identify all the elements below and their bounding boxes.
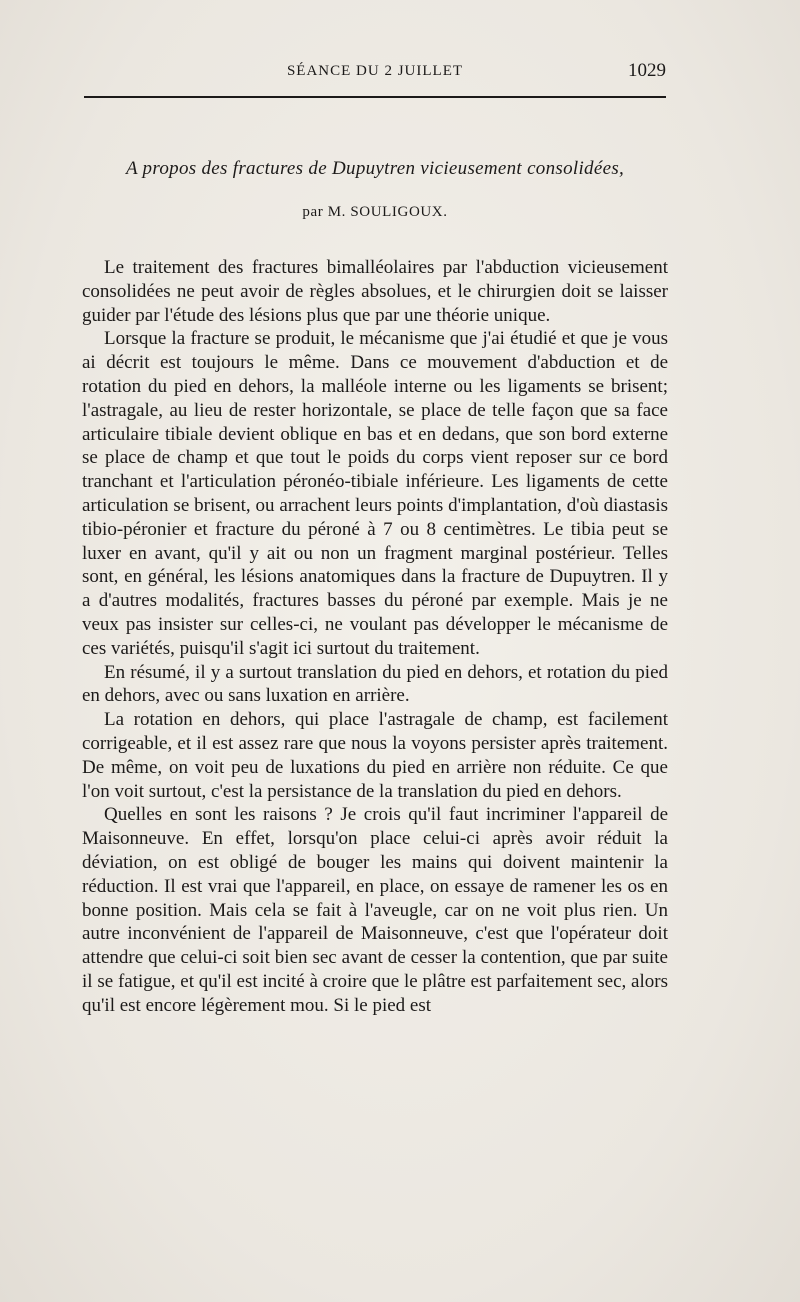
article-title: A propos des fractures de Dupuytren vicieusement consolidées,: [125, 158, 625, 179]
running-title: SÉANCE DU 2 JUILLET: [286, 63, 464, 79]
running-head: [82, 60, 668, 84]
paragraph: En résumé, il y a surtout translation du pied en dehors, et rotation du pied en dehors, avec ou sans luxation en arrière.: [82, 661, 668, 707]
paragraph: Lorsque la fracture se produit, le mécanisme que j'ai étudié et que je vous ai décrit est toujours le même. Dans ce mouvement d'abduction et de rotation du pied en dehors, la malléole interne ou les ligaments se brisent; l'astragale, au lieu de rester horizontale, se place de telle façon que sa face articulaire tibiale devient oblique en bas et en dedans, que son bord externe se place de champ et que tout le poids du corps vient reposer sur ce bord tranchant et l'articulation péronéo-tibiale inférieure. Les ligaments de cette articulation se brisent, ou arrachent leurs points d'implantation, d'où diastasis tibio-péronier et fracture du péroné à 7 ou 8 centimètres. Le tibia peut se luxer en avant, qu'il y ait ou non un fragment marginal postérieur. Telles sont, en général, les lésions anatomiques dans la fracture de Dupuytren. Il y a d'autres modalités, fractures basses du péroné par exemple. Mais je ne veux pas insister sur celles-ci, ne voulant pas développer le mécanisme de ces variétés, puisqu'il s'agit ici surtout du traitement.: [82, 328, 668, 659]
paragraph: La rotation en dehors, qui place l'astragale de champ, est facilement corrigeable, et il est assez rare que nous la voyons persister après traitement. De même, on voit peu de luxations du pied en arrière non réduite. Ce que l'on voit surtout, c'est la persistance de la translation du pied en dehors.: [82, 709, 668, 802]
header-rule: [84, 96, 666, 98]
article-body: [82, 256, 668, 1018]
paragraph: Quelles en sont les raisons ? Je crois qu'il faut incriminer l'appareil de Maisonneuve. En effet, lorsqu'on place celui-ci après avoir réduit la déviation, on est obligé de bouger les mains qui doivent maintenir la réduction. Il est vrai que l'appareil, en place, on essaye de ramener les os en bonne position. Mais cela se fait à l'aveugle, car on ne voit plus rien. Un autre inconvénient de l'appareil de Maisonneuve, c'est que l'opérateur doit attendre que celui-ci soit bien sec avant de cesser la contention, que par suite il se fatigue, et qu'il est incité à croire que le plâtre est parfaitement sec, alors qu'il est encore légèrement mou. Si le pied est: [82, 804, 668, 1016]
paragraph: Le traitement des fractures bimalléolaires par l'abduction vicieusement consolidées ne peut avoir de règles absolues, et le chirurgien doit se laisser guider par l'étude des lésions plus que par une théorie unique.: [82, 257, 668, 326]
author-byline: par M. SOULIGOUX.: [302, 204, 448, 220]
page-number: 1029: [628, 60, 666, 81]
